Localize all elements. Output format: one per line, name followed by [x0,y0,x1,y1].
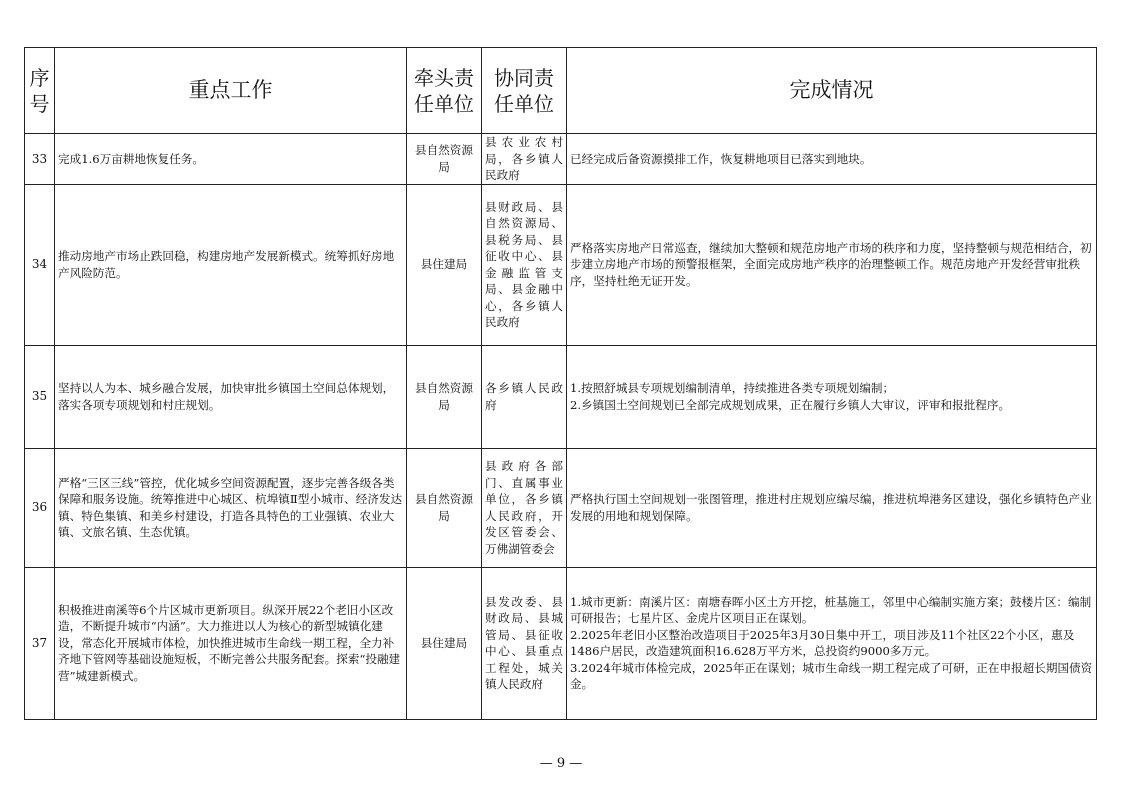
status-cell [567,448,1097,567]
table-row [25,345,1097,448]
status-cell [567,567,1097,719]
page-number: — 9 — [539,756,583,771]
status-cell [567,345,1097,448]
row-number: 36 [25,448,55,567]
lead-unit-cell: 县住建局 [407,567,482,719]
task-cell: 积极推进南溪等6个片区城市更新项目。纵深开展22个老旧小区改造，不断提升城市“内涵”。大力推进以人为核心的新型城镇化建设，常态化开展城市体检，加快推进城市生命线一期工程，全力补齐地下管网等基础设施短板，不断完善公共服务配套。探索“投融建营”城建新模式。 [55,567,407,719]
header-no: 序 号 [25,48,55,134]
cooperate-unit-cell: 县政府各部门、直属事业单位，各乡镇人民政府，开发区管委会、万佛湖管委会 [482,448,567,567]
status-line: 1.按照舒城县专项规划编制清单，持续推进各类专项规划编制； [570,381,895,395]
status-line: 2.2025年老旧小区整治改造项目于2025年3月30日集中开工，项目涉及11个社区22个小区，惠及1486户居民，改造建筑面积16.628万平方米，总投资约9000多万元。 [570,627,1075,658]
row-number: 34 [25,184,55,345]
cooperate-unit-cell: 县发改委、县财政局、县城管局、县征收中心、县重点工程处，城关镇人民政府 [482,567,567,719]
cooperate-unit-cell: 各乡镇人民政府 [482,345,567,448]
lead-unit-cell: 县住建局 [407,184,482,345]
status-line: 2.乡镇国土空间规划已全部完成规划成果，正在履行乡镇人大审议，评审和报批程序。 [570,397,1011,412]
lead-unit-cell: 县自然资源局 [407,345,482,448]
table-row [25,448,1097,567]
task-cell: 坚持以人为本、城乡融合发展，加快审批乡镇国土空间总体规划，落实各项专项规划和村庄规划。 [55,345,407,448]
status-cell [567,134,1097,185]
row-number: 35 [25,345,55,448]
row-number: 37 [25,567,55,719]
status-line: 3.2024年城市体检完成，2025年正在谋划；城市生命线一期工程完成了可研，正在申报超长期国债资金。 [570,660,1093,691]
work-table [24,47,1097,720]
status-line: 严格执行国土空间规划一张图管理，推进村庄规划应编尽编，推进杭埠港务区建设，强化乡镇特色产业发展的用地和规划保障。 [570,492,1092,523]
status-line: 已经完成后备资源摸排工作，恢复耕地项目已落实到地块。 [570,151,872,166]
lead-unit-cell: 县自然资源局 [407,134,482,185]
header-task: 重点工作 [55,48,407,134]
table-row [25,567,1097,719]
header-lead-unit: 牵头责 任单位 [407,48,482,134]
task-cell: 严格“三区三线”管控，优化城乡空间资源配置，逐步完善各级各类保障和服务设施。统筹推进中心城区、杭埠镇Ⅱ型小城市、经济发达镇、特色集镇、和美乡村建设，打造各具特色的工业强镇、农业大镇、文旅名镇、生态优镇。 [55,448,407,567]
cooperate-unit-cell: 县财政局、县自然资源局、县税务局、县征收中心、县金融监管支局、县金融中心，各乡镇人民政府 [482,184,567,345]
header-status: 完成情况 [567,48,1097,134]
table-row [25,134,1097,185]
cooperate-unit-cell: 县农业农村局，各乡镇人民政府 [482,134,567,185]
status-cell [567,184,1097,345]
status-line: 严格落实房地产日常巡查，继续加大整顿和规范房地产市场的秩序和力度，坚持整顿与规范相结合，初步建立房地产市场的预警报框架，全面完成房地产秩序的治理整顿工作。规范房地产开发经营审批秩序，坚持杜绝无证开发。 [570,240,1092,288]
task-cell: 推动房地产市场止跌回稳，构建房地产发展新模式。统筹抓好房地产风险防范。 [55,184,407,345]
lead-unit-cell: 县自然资源局 [407,448,482,567]
row-number: 33 [25,134,55,185]
header-cooperate-unit: 协同责 任单位 [482,48,567,134]
header-row [25,48,1097,134]
table-row [25,184,1097,345]
task-cell: 完成1.6万亩耕地恢复任务。 [55,134,407,185]
status-line: 1.城市更新：南溪片区：南塘春晖小区土方开挖，桩基施工，邻里中心编制实施方案；鼓楼片区：编制可研报告；七星片区、金虎片区项目正在谋划。 [570,594,1092,625]
